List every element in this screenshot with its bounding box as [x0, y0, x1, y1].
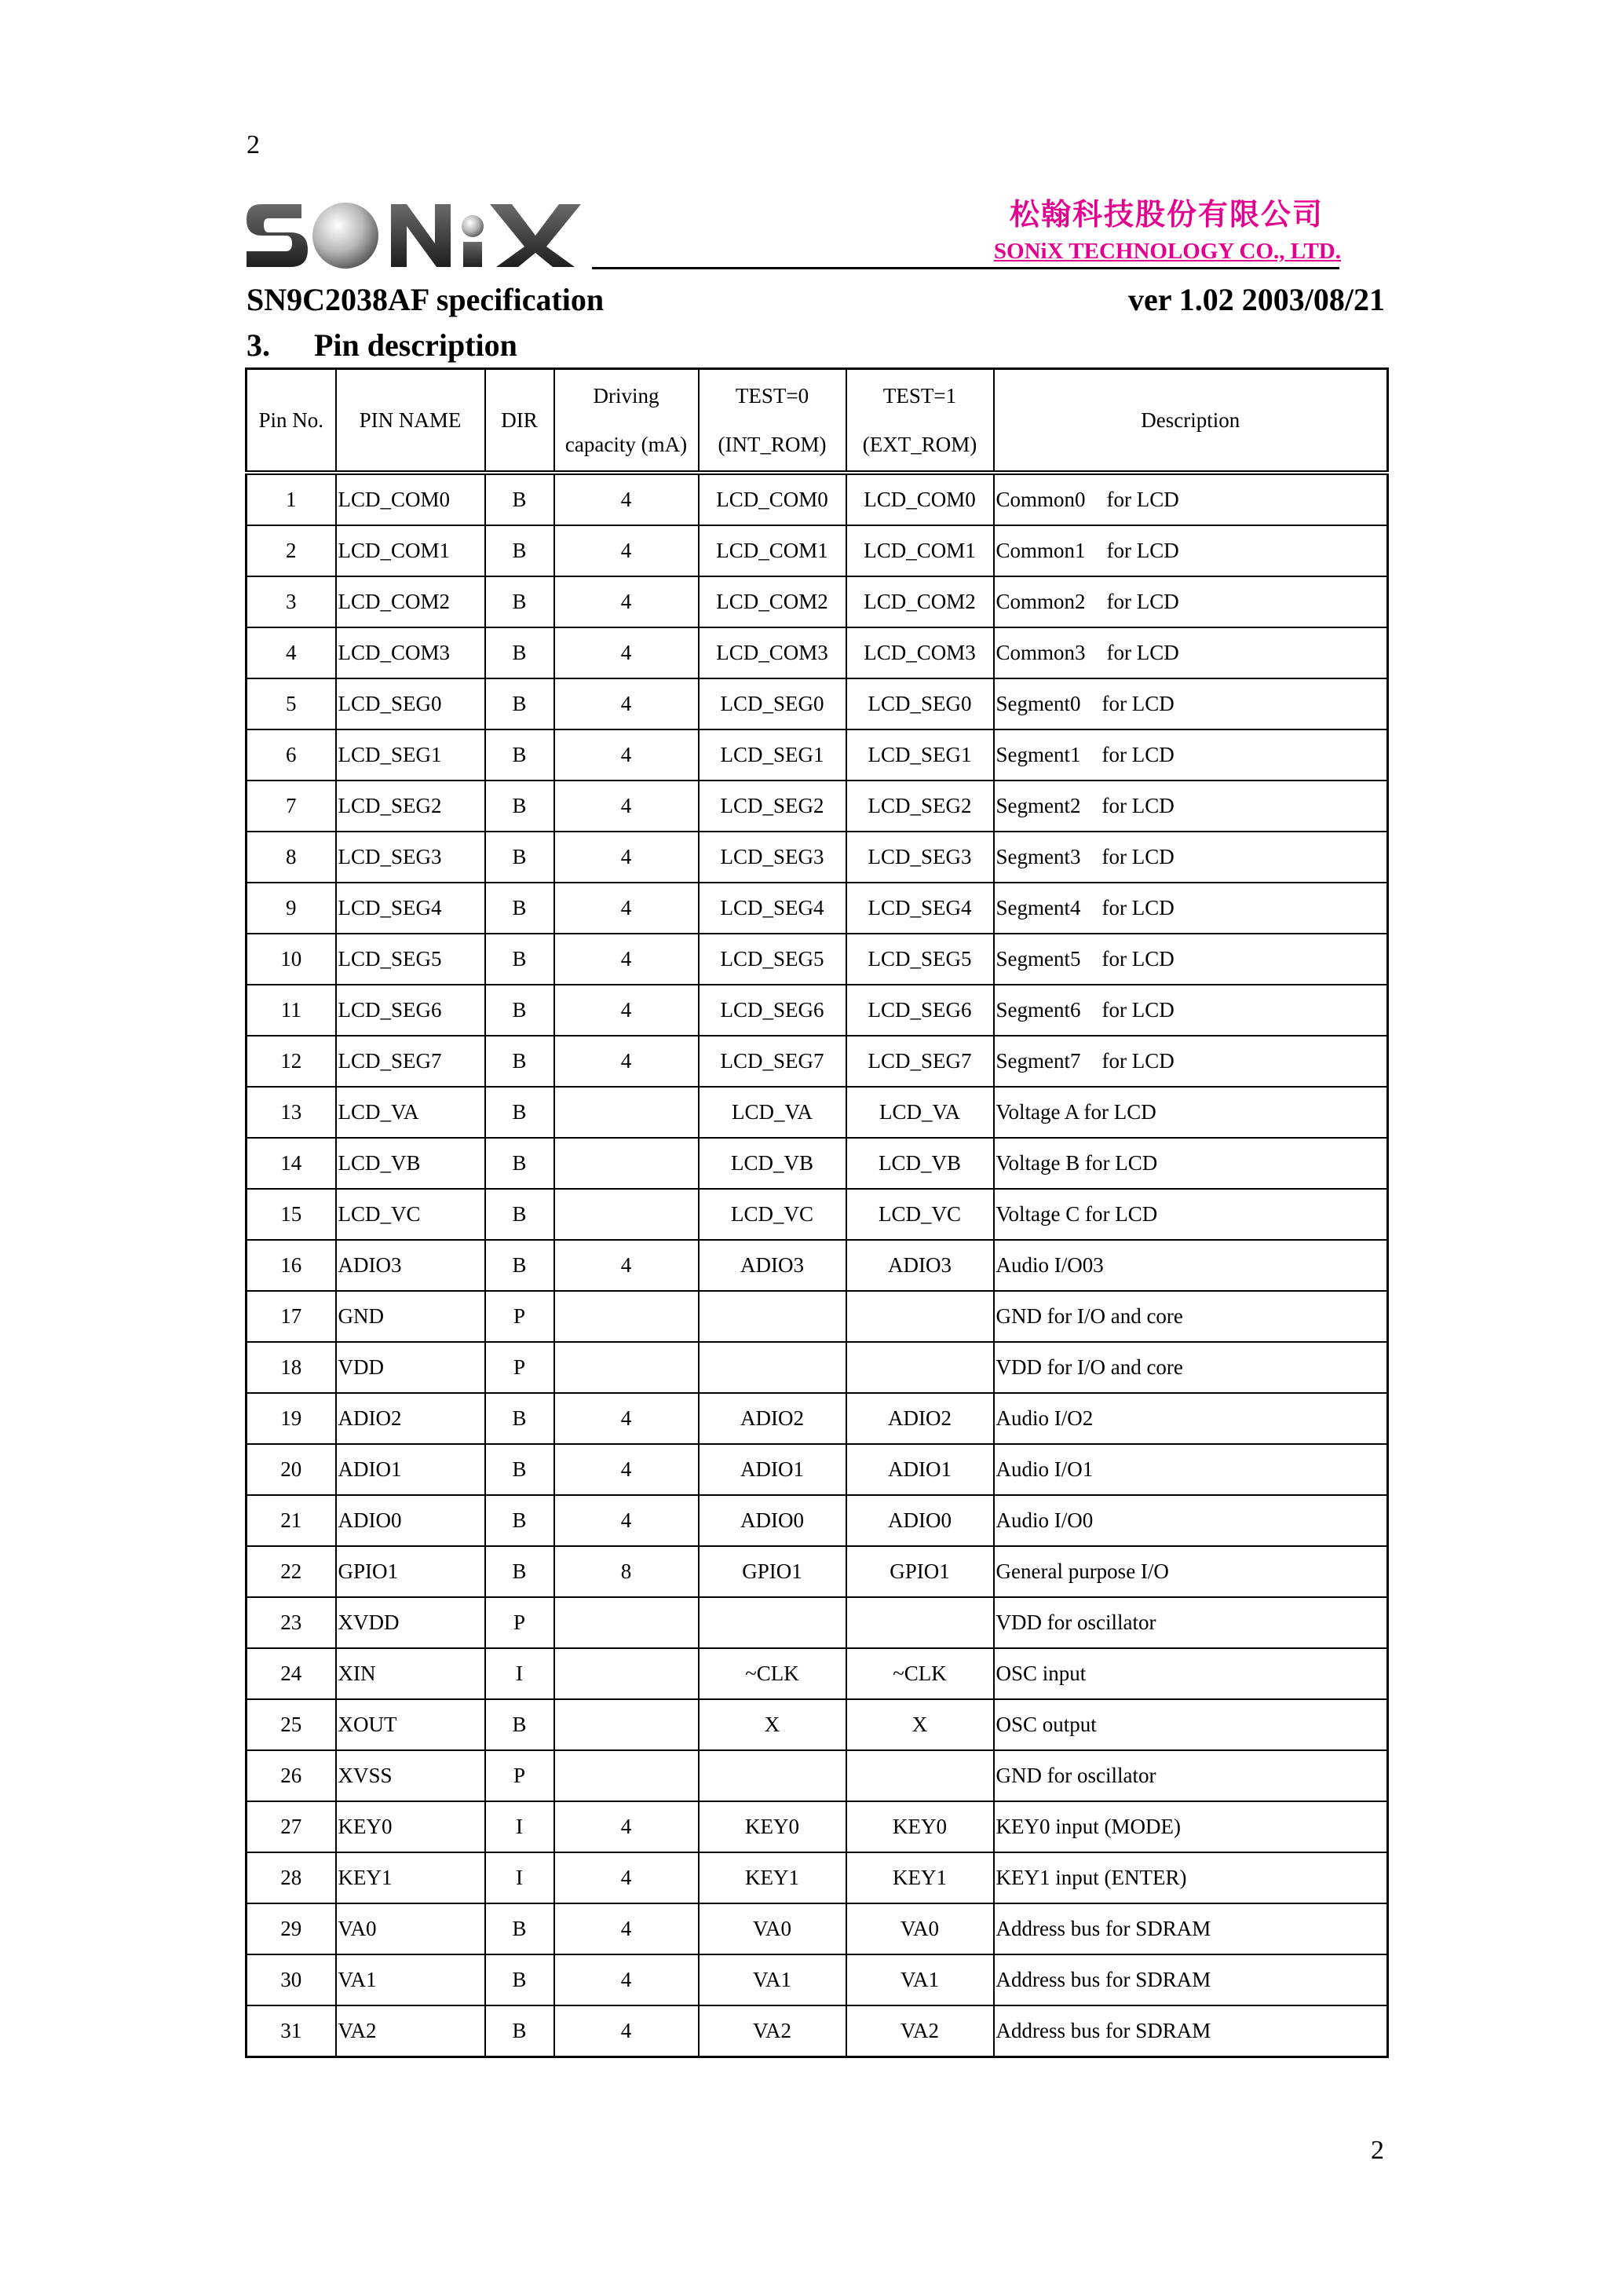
cell-test1-signal: LCD_COM0 [846, 473, 994, 525]
cell-dir: B [485, 1546, 554, 1597]
cell-pin-no: 21 [247, 1495, 336, 1546]
cell-pin-name: VDD [336, 1342, 485, 1393]
cell-test1-signal: LCD_COM3 [846, 627, 994, 678]
table-row [247, 1750, 1388, 1801]
cell-driving-capacity: 4 [554, 1954, 699, 2005]
table-row [247, 1240, 1388, 1291]
cell-dir: B [485, 627, 554, 678]
cell-test1-signal: LCD_SEG6 [846, 985, 994, 1036]
table-row [247, 1189, 1388, 1240]
cell-description: Voltage C for LCD [994, 1189, 1388, 1240]
cell-dir: P [485, 1342, 554, 1393]
cell-driving-capacity [554, 1750, 699, 1801]
header-test1-line2: (EXT_ROM) [862, 433, 977, 456]
cell-pin-no: 16 [247, 1240, 336, 1291]
cell-description: Segment0 for LCD [994, 678, 1388, 729]
table-header-row [247, 369, 1388, 473]
cell-driving-capacity: 4 [554, 781, 699, 832]
cell-pin-name: XOUT [336, 1699, 485, 1750]
table-row [247, 1138, 1388, 1189]
cell-pin-name: ADIO2 [336, 1393, 485, 1444]
cell-description: Common0 for LCD [994, 473, 1388, 525]
cell-dir: B [485, 1903, 554, 1954]
cell-description: OSC output [994, 1699, 1388, 1750]
cell-pin-no: 17 [247, 1291, 336, 1342]
cell-test0-signal: LCD_SEG1 [699, 729, 846, 781]
cell-test1-signal: VA1 [846, 1954, 994, 2005]
cell-test0-signal: X [699, 1699, 846, 1750]
cell-test0-signal: VA1 [699, 1954, 846, 2005]
table-row [247, 1393, 1388, 1444]
table-row [247, 883, 1388, 934]
cell-test1-signal: LCD_SEG5 [846, 934, 994, 985]
cell-pin-no: 2 [247, 525, 336, 576]
cell-test0-signal: LCD_VB [699, 1138, 846, 1189]
cell-pin-name: LCD_SEG0 [336, 678, 485, 729]
table-row [247, 832, 1388, 883]
cell-pin-no: 31 [247, 2005, 336, 2057]
cell-driving-capacity: 4 [554, 1495, 699, 1546]
cell-driving-capacity: 4 [554, 883, 699, 934]
cell-dir: B [485, 1036, 554, 1087]
header-pin-name: PIN NAME [336, 369, 485, 473]
cell-pin-name: XVSS [336, 1750, 485, 1801]
cell-pin-name: XIN [336, 1648, 485, 1699]
cell-test0-signal: LCD_SEG0 [699, 678, 846, 729]
cell-test0-signal: LCD_SEG6 [699, 985, 846, 1036]
table-row [247, 1546, 1388, 1597]
cell-test1-signal: LCD_SEG2 [846, 781, 994, 832]
table-row [247, 473, 1388, 525]
cell-driving-capacity [554, 1138, 699, 1189]
cell-driving-capacity [554, 1291, 699, 1342]
cell-pin-no: 4 [247, 627, 336, 678]
cell-description: Common1 for LCD [994, 525, 1388, 576]
cell-pin-no: 10 [247, 934, 336, 985]
cell-dir: I [485, 1801, 554, 1852]
cell-test1-signal: GPIO1 [846, 1546, 994, 1597]
table-row [247, 1699, 1388, 1750]
cell-pin-no: 29 [247, 1903, 336, 1954]
cell-driving-capacity: 4 [554, 525, 699, 576]
cell-driving-capacity: 4 [554, 2005, 699, 2057]
header-test0-line1: TEST=0 [735, 384, 809, 408]
header-pin-no: Pin No. [247, 369, 336, 473]
cell-test1-signal: VA2 [846, 2005, 994, 2057]
table-row [247, 1087, 1388, 1138]
cell-description: KEY0 input (MODE) [994, 1801, 1388, 1852]
cell-description: KEY1 input (ENTER) [994, 1852, 1388, 1903]
cell-dir: B [485, 2005, 554, 2057]
table-row [247, 1597, 1388, 1648]
header-test0-line2: (INT_ROM) [718, 433, 827, 456]
cell-pin-name: LCD_SEG5 [336, 934, 485, 985]
cell-test0-signal [699, 1597, 846, 1648]
sonix-logo [245, 195, 597, 273]
cell-test1-signal: VA0 [846, 1903, 994, 1954]
cell-description: OSC input [994, 1648, 1388, 1699]
cell-test1-signal: ADIO3 [846, 1240, 994, 1291]
cell-pin-name: LCD_SEG7 [336, 1036, 485, 1087]
cell-driving-capacity: 4 [554, 1444, 699, 1495]
cell-driving-capacity: 4 [554, 1393, 699, 1444]
cell-test0-signal [699, 1750, 846, 1801]
header-test1-line1: TEST=1 [882, 384, 957, 408]
cell-pin-name: LCD_COM1 [336, 525, 485, 576]
cell-description: Address bus for SDRAM [994, 1954, 1388, 2005]
cell-driving-capacity: 4 [554, 985, 699, 1036]
cell-pin-name: LCD_COM3 [336, 627, 485, 678]
cell-pin-no: 30 [247, 1954, 336, 2005]
cell-pin-name: VA1 [336, 1954, 485, 2005]
cell-test1-signal: ~CLK [846, 1648, 994, 1699]
cell-description: Common2 for LCD [994, 576, 1388, 627]
cell-pin-no: 6 [247, 729, 336, 781]
table-row [247, 678, 1388, 729]
cell-pin-name: XVDD [336, 1597, 485, 1648]
table-row [247, 1903, 1388, 1954]
cell-test0-signal: LCD_SEG3 [699, 832, 846, 883]
cell-dir: B [485, 985, 554, 1036]
cell-driving-capacity [554, 1342, 699, 1393]
cell-pin-no: 13 [247, 1087, 336, 1138]
cell-pin-name: LCD_SEG3 [336, 832, 485, 883]
cell-pin-no: 12 [247, 1036, 336, 1087]
cell-driving-capacity: 4 [554, 1240, 699, 1291]
cell-driving-capacity: 4 [554, 1852, 699, 1903]
table-row [247, 1852, 1388, 1903]
company-name-chinese: 松翰科技股份有限公司 [1009, 197, 1324, 232]
cell-test0-signal: VA2 [699, 2005, 846, 2057]
cell-description: Voltage B for LCD [994, 1138, 1388, 1189]
table-row [247, 1495, 1388, 1546]
cell-pin-no: 1 [247, 473, 336, 525]
table-row [247, 934, 1388, 985]
cell-test1-signal [846, 1342, 994, 1393]
cell-test1-signal: LCD_COM2 [846, 576, 994, 627]
cell-pin-name: LCD_SEG4 [336, 883, 485, 934]
cell-pin-name: LCD_SEG2 [336, 781, 485, 832]
cell-pin-no: 11 [247, 985, 336, 1036]
header-rule [592, 267, 1339, 269]
cell-test1-signal: LCD_SEG1 [846, 729, 994, 781]
cell-dir: P [485, 1597, 554, 1648]
cell-pin-no: 24 [247, 1648, 336, 1699]
cell-description: Segment7 for LCD [994, 1036, 1388, 1087]
cell-pin-name: LCD_VB [336, 1138, 485, 1189]
cell-test0-signal: ADIO1 [699, 1444, 846, 1495]
cell-pin-no: 3 [247, 576, 336, 627]
cell-driving-capacity: 4 [554, 627, 699, 678]
cell-test0-signal: LCD_COM0 [699, 473, 846, 525]
section-title: Pin description [314, 327, 517, 363]
table-row [247, 1291, 1388, 1342]
cell-description: General purpose I/O [994, 1546, 1388, 1597]
cell-test0-signal: ADIO0 [699, 1495, 846, 1546]
cell-dir: B [485, 1138, 554, 1189]
cell-dir: B [485, 832, 554, 883]
cell-description: Audio I/O03 [994, 1240, 1388, 1291]
cell-test1-signal: ADIO0 [846, 1495, 994, 1546]
cell-description: VDD for I/O and core [994, 1342, 1388, 1393]
pin-description-table [245, 367, 1389, 2058]
cell-pin-no: 15 [247, 1189, 336, 1240]
cell-test1-signal: ADIO2 [846, 1393, 994, 1444]
cell-pin-no: 9 [247, 883, 336, 934]
cell-pin-name: VA2 [336, 2005, 485, 2057]
cell-pin-no: 7 [247, 781, 336, 832]
table-row [247, 1342, 1388, 1393]
cell-test0-signal: VA0 [699, 1903, 846, 1954]
table-row [247, 627, 1388, 678]
cell-description: Segment6 for LCD [994, 985, 1388, 1036]
cell-test1-signal: LCD_SEG3 [846, 832, 994, 883]
cell-driving-capacity [554, 1597, 699, 1648]
cell-dir: B [485, 525, 554, 576]
cell-test1-signal: LCD_SEG0 [846, 678, 994, 729]
cell-description: GND for oscillator [994, 1750, 1388, 1801]
cell-pin-name: KEY1 [336, 1852, 485, 1903]
cell-description: Address bus for SDRAM [994, 1903, 1388, 1954]
cell-dir: B [485, 729, 554, 781]
cell-dir: B [485, 1699, 554, 1750]
cell-driving-capacity: 4 [554, 576, 699, 627]
cell-driving-capacity [554, 1189, 699, 1240]
cell-pin-name: LCD_COM2 [336, 576, 485, 627]
table-row [247, 1801, 1388, 1852]
cell-test0-signal: LCD_VA [699, 1087, 846, 1138]
cell-description: Segment2 for LCD [994, 781, 1388, 832]
cell-description: Common3 for LCD [994, 627, 1388, 678]
cell-test1-signal: ADIO1 [846, 1444, 994, 1495]
cell-test1-signal: LCD_SEG7 [846, 1036, 994, 1087]
cell-driving-capacity [554, 1699, 699, 1750]
cell-dir: B [485, 934, 554, 985]
table-row [247, 729, 1388, 781]
cell-dir: P [485, 1291, 554, 1342]
table-row [247, 1444, 1388, 1495]
cell-pin-name: KEY0 [336, 1801, 485, 1852]
cell-dir: I [485, 1852, 554, 1903]
cell-dir: B [485, 1087, 554, 1138]
cell-test0-signal: GPIO1 [699, 1546, 846, 1597]
cell-pin-name: LCD_VA [336, 1087, 485, 1138]
cell-test0-signal: LCD_SEG5 [699, 934, 846, 985]
cell-test0-signal [699, 1291, 846, 1342]
cell-test1-signal: LCD_COM1 [846, 525, 994, 576]
cell-pin-no: 27 [247, 1801, 336, 1852]
cell-test0-signal: ADIO2 [699, 1393, 846, 1444]
cell-driving-capacity: 4 [554, 1801, 699, 1852]
cell-pin-no: 18 [247, 1342, 336, 1393]
header-driving-line1: Driving [593, 384, 659, 408]
cell-dir: B [485, 1393, 554, 1444]
cell-test0-signal: LCD_SEG2 [699, 781, 846, 832]
cell-pin-no: 25 [247, 1699, 336, 1750]
cell-test1-signal [846, 1597, 994, 1648]
cell-pin-no: 14 [247, 1138, 336, 1189]
cell-test0-signal: LCD_COM3 [699, 627, 846, 678]
cell-dir: B [485, 883, 554, 934]
cell-test1-signal: KEY0 [846, 1801, 994, 1852]
cell-test1-signal: LCD_SEG4 [846, 883, 994, 934]
page-number-bottom: 2 [1371, 2136, 1384, 2165]
cell-test0-signal [699, 1342, 846, 1393]
cell-driving-capacity: 4 [554, 934, 699, 985]
cell-test1-signal: LCD_VB [846, 1138, 994, 1189]
cell-driving-capacity: 4 [554, 729, 699, 781]
header-driving-capacity [554, 369, 699, 473]
cell-pin-no: 5 [247, 678, 336, 729]
cell-pin-no: 22 [247, 1546, 336, 1597]
document-version: ver 1.02 2003/08/21 [1127, 282, 1385, 317]
cell-dir: I [485, 1648, 554, 1699]
cell-test0-signal: LCD_VC [699, 1189, 846, 1240]
cell-test0-signal: LCD_SEG7 [699, 1036, 846, 1087]
cell-dir: B [485, 1240, 554, 1291]
cell-dir: P [485, 1750, 554, 1801]
section-number: 3. [247, 327, 270, 363]
table-row [247, 1648, 1388, 1699]
cell-driving-capacity: 8 [554, 1546, 699, 1597]
table-row [247, 1036, 1388, 1087]
cell-description: VDD for oscillator [994, 1597, 1388, 1648]
header-description: Description [994, 369, 1388, 473]
cell-description: Segment3 for LCD [994, 832, 1388, 883]
cell-pin-name: LCD_SEG6 [336, 985, 485, 1036]
cell-test0-signal: ~CLK [699, 1648, 846, 1699]
cell-test0-signal: LCD_SEG4 [699, 883, 846, 934]
cell-description: Segment4 for LCD [994, 883, 1388, 934]
cell-pin-name: VA0 [336, 1903, 485, 1954]
cell-pin-name: ADIO3 [336, 1240, 485, 1291]
cell-dir: B [485, 1189, 554, 1240]
cell-pin-name: ADIO0 [336, 1495, 485, 1546]
cell-dir: B [485, 781, 554, 832]
cell-description: Segment5 for LCD [994, 934, 1388, 985]
cell-pin-no: 28 [247, 1852, 336, 1903]
cell-dir: B [485, 1444, 554, 1495]
cell-driving-capacity [554, 1648, 699, 1699]
table-row [247, 525, 1388, 576]
cell-pin-name: LCD_SEG1 [336, 729, 485, 781]
header-test0 [699, 369, 846, 473]
cell-pin-no: 23 [247, 1597, 336, 1648]
table-row [247, 576, 1388, 627]
cell-test0-signal: LCD_COM2 [699, 576, 846, 627]
cell-description: Audio I/O1 [994, 1444, 1388, 1495]
cell-pin-name: GND [336, 1291, 485, 1342]
cell-driving-capacity: 4 [554, 832, 699, 883]
cell-test0-signal: ADIO3 [699, 1240, 846, 1291]
cell-test1-signal: KEY1 [846, 1852, 994, 1903]
cell-pin-no: 19 [247, 1393, 336, 1444]
cell-test0-signal: LCD_COM1 [699, 525, 846, 576]
cell-test0-signal: KEY0 [699, 1801, 846, 1852]
cell-pin-no: 8 [247, 832, 336, 883]
table-row [247, 1954, 1388, 2005]
cell-driving-capacity [554, 1087, 699, 1138]
cell-pin-name: LCD_COM0 [336, 473, 485, 525]
cell-description: GND for I/O and core [994, 1291, 1388, 1342]
document-title: SN9C2038AF specification [247, 282, 605, 317]
table-row [247, 2005, 1388, 2057]
cell-pin-name: GPIO1 [336, 1546, 485, 1597]
company-name-english: SONiX TECHNOLOGY CO., LTD. [993, 239, 1341, 264]
header-dir: DIR [485, 369, 554, 473]
cell-dir: B [485, 678, 554, 729]
cell-dir: B [485, 1495, 554, 1546]
cell-test1-signal: LCD_VA [846, 1087, 994, 1138]
cell-dir: B [485, 473, 554, 525]
cell-description: Audio I/O0 [994, 1495, 1388, 1546]
cell-driving-capacity: 4 [554, 473, 699, 525]
cell-pin-no: 26 [247, 1750, 336, 1801]
section-heading [247, 327, 517, 363]
cell-test1-signal [846, 1750, 994, 1801]
header-driving-line2: capacity (mA) [564, 433, 688, 456]
cell-dir: B [485, 1954, 554, 2005]
cell-test0-signal: KEY1 [699, 1852, 846, 1903]
cell-pin-name: LCD_VC [336, 1189, 485, 1240]
cell-driving-capacity: 4 [554, 678, 699, 729]
cell-description: Voltage A for LCD [994, 1087, 1388, 1138]
cell-pin-no: 20 [247, 1444, 336, 1495]
page-number-top: 2 [247, 130, 260, 159]
cell-test1-signal: LCD_VC [846, 1189, 994, 1240]
cell-test1-signal [846, 1291, 994, 1342]
cell-pin-name: ADIO1 [336, 1444, 485, 1495]
cell-driving-capacity: 4 [554, 1036, 699, 1087]
table-row [247, 781, 1388, 832]
cell-dir: B [485, 576, 554, 627]
cell-description: Address bus for SDRAM [994, 2005, 1388, 2057]
table-row [247, 985, 1388, 1036]
cell-description: Segment1 for LCD [994, 729, 1388, 781]
cell-test1-signal: X [846, 1699, 994, 1750]
header-test1 [846, 369, 994, 473]
cell-description: Audio I/O2 [994, 1393, 1388, 1444]
cell-driving-capacity: 4 [554, 1903, 699, 1954]
